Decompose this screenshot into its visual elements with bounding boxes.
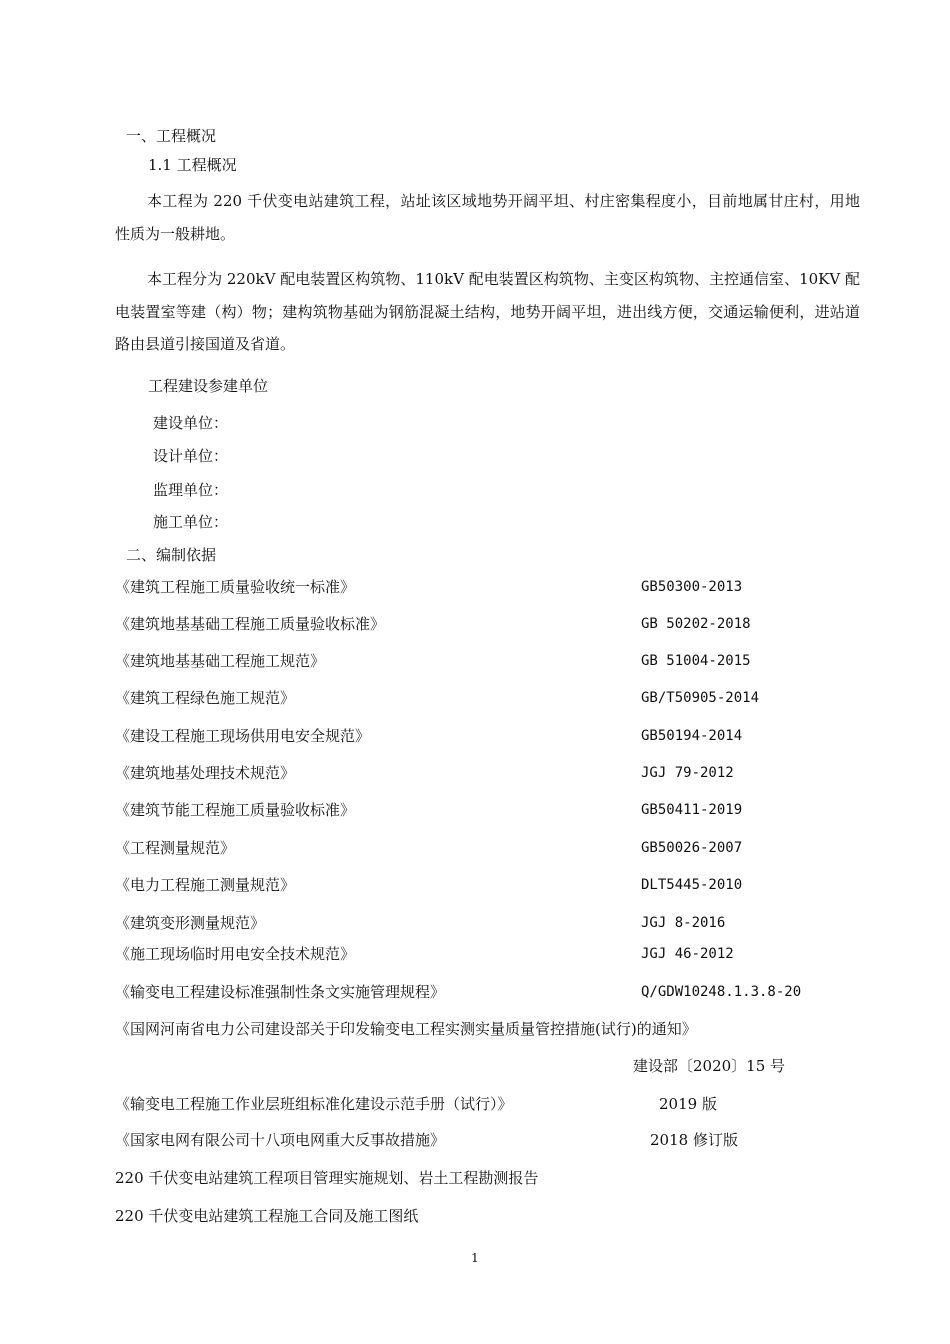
standard-name: 《工程测量规范》 <box>115 839 236 857</box>
standard-name: 《建筑地基处理技术规范》 <box>115 764 296 782</box>
standard-code: GB50194-2014 <box>641 728 743 744</box>
standard-code: Q/GDW10248.1.3.8-20 <box>641 984 802 1000</box>
participating-units-title: 工程建设参建单位 <box>148 377 269 395</box>
standard-code: GB 51004-2015 <box>641 653 751 669</box>
contract-line: 220 千伏变电站建筑工程施工合同及施工图纸 <box>115 1207 419 1225</box>
section-heading-overview: 一、工程概况 <box>126 127 217 145</box>
unit-designer: 设计单位： <box>153 447 229 465</box>
standard-code: GB50300-2013 <box>641 579 743 595</box>
subsection-heading: 1.1 工程概况 <box>148 156 237 174</box>
standard-code: GB/T50905-2014 <box>641 690 760 706</box>
standard-code: GB50411-2019 <box>641 802 743 818</box>
standard-name: 《建筑工程绿色施工规范》 <box>115 689 296 707</box>
manual-title: 《输变电工程施工作业层班组标准化建设示范手册（试行）》 <box>115 1095 513 1113</box>
standard-name: 《输变电工程建设标准强制性条文实施管理规程》 <box>115 983 446 1001</box>
manual-code: 2019 版 <box>659 1095 717 1113</box>
standard-name: 《电力工程施工测量规范》 <box>115 876 296 894</box>
page-number: 1 <box>471 1251 479 1265</box>
standard-name: 《施工现场临时用电安全技术规范》 <box>115 945 356 963</box>
standard-name: 《建筑地基基础工程施工质量验收标准》 <box>115 615 386 633</box>
measures-code: 2018 修订版 <box>650 1131 738 1149</box>
overview-paragraph-1: 本工程为 220 千伏变电站建筑工程，站址该区域地势开阔平坦、村庄密集程度小，目前地属甘庄村，用地性质为一般耕地。 <box>115 192 860 243</box>
report-line: 220 千伏变电站建筑工程项目管理实施规划、岩土工程勘测报告 <box>115 1169 539 1187</box>
standard-name: 《建设工程施工现场供用电安全规范》 <box>115 727 371 745</box>
standard-code: JGJ 46-2012 <box>641 946 734 962</box>
standard-code: JGJ 79-2012 <box>641 765 734 781</box>
unit-owner: 建设单位： <box>153 414 229 432</box>
standard-code: JGJ 8-2016 <box>641 915 726 931</box>
unit-contractor: 施工单位： <box>153 513 229 531</box>
standard-name: 《建筑工程施工质量验收统一标准》 <box>115 578 356 596</box>
section-heading-basis: 二、编制依据 <box>126 546 217 564</box>
overview-paragraph-2: 本工程分为 220kV 配电装置区构筑物、110kV 配电装置区构筑物、主变区构筑物、主控通信室、10KV 配电装置室等建（构）物；建构筑物基础为钢筋混凝土结构，地势开阔平坦，进出线方便，交通运输便利，进站道路由县道引接国道及省道。 <box>115 270 860 353</box>
measures-title: 《国家电网有限公司十八项电网重大反事故措施》 <box>115 1131 446 1149</box>
notice-code: 建设部〔2020〕15 号 <box>633 1057 786 1075</box>
standard-name: 《建筑节能工程施工质量验收标准》 <box>115 801 356 819</box>
unit-supervisor: 监理单位： <box>153 481 229 499</box>
standard-name: 《建筑变形测量规范》 <box>115 914 266 932</box>
standard-code: GB50026-2007 <box>641 840 743 856</box>
notice-title: 《国网河南省电力公司建设部关于印发输变电工程实测实量质量管控措施(试行)的通知》 <box>115 1020 697 1038</box>
standard-code: GB 50202-2018 <box>641 616 751 632</box>
standard-code: DLT5445-2010 <box>641 877 743 893</box>
standard-name: 《建筑地基基础工程施工规范》 <box>115 652 326 670</box>
